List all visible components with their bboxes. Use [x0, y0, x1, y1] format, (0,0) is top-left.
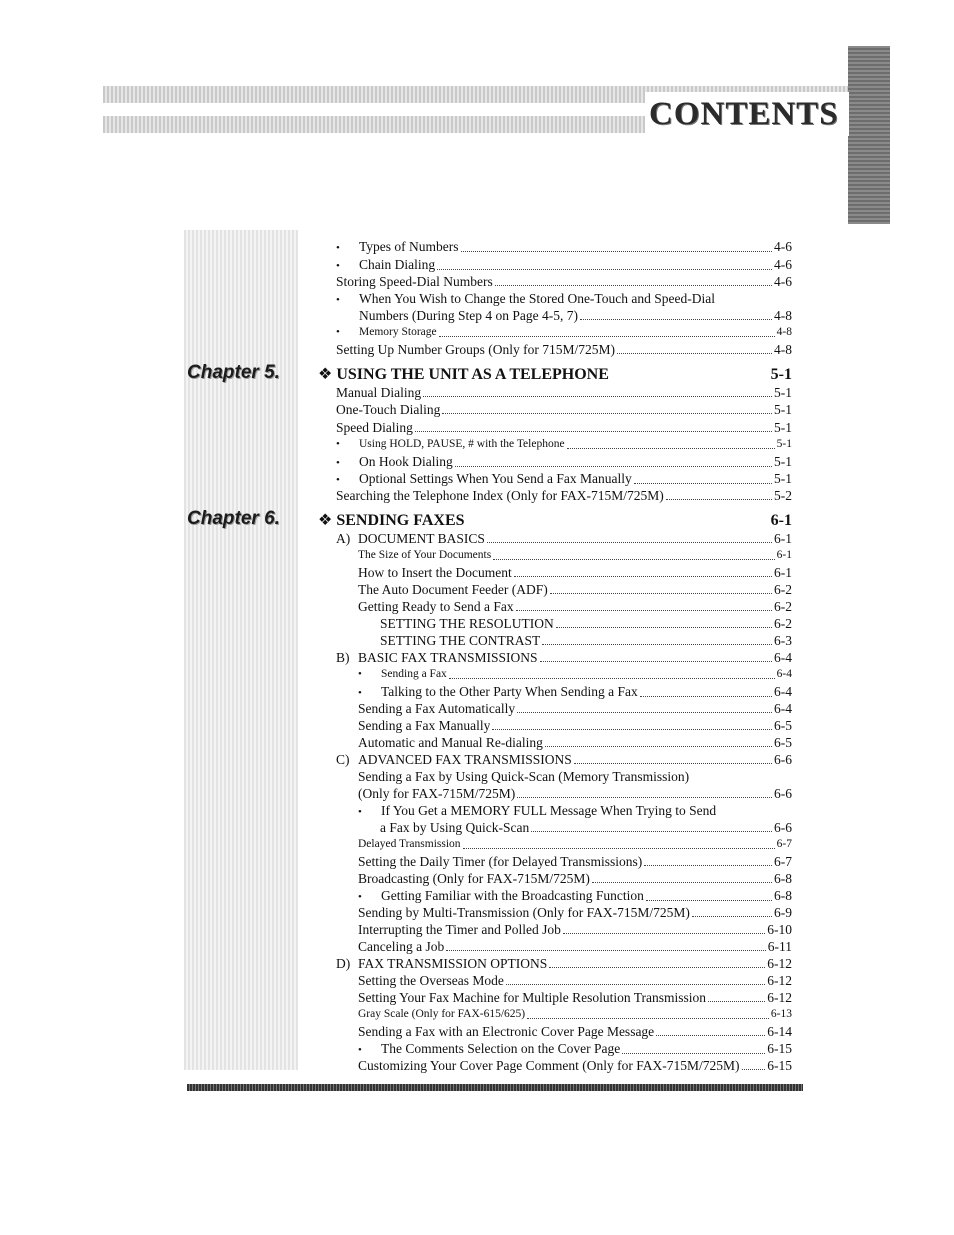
- bullet-icon: [336, 324, 359, 341]
- chapter-sidebar: [184, 230, 298, 1070]
- toc-entry[interactable]: Storing Speed-Dial Numbers 4-6: [336, 274, 792, 289]
- toc-entry[interactable]: • Memory Storage 4-8: [336, 324, 792, 341]
- toc-entry-continued[interactable]: Numbers (During Step 4 on Page 4-5, 7) 4-8: [359, 308, 792, 323]
- toc-entry[interactable]: Sending a Fax with an Electronic Cover Page Message 6-14: [358, 1024, 792, 1039]
- toc-entry[interactable]: Sending by Multi-Transmission (Only for FAX-715M/725M) 6-9: [358, 905, 792, 920]
- toc-entry-continued[interactable]: a Fax by Using Quick-Scan 6-6: [380, 820, 792, 835]
- toc-entry[interactable]: • The Comments Selection on the Cover Page 6-15: [336, 1040, 792, 1059]
- toc-entry[interactable]: Gray Scale (Only for FAX-615/625) 6-13: [358, 1008, 792, 1020]
- toc-entry[interactable]: Setting the Overseas Mode 6-12: [358, 973, 792, 988]
- chapter-5-label: Chapter 5.: [187, 362, 280, 383]
- bullet-icon: [358, 666, 381, 683]
- toc-entry[interactable]: The Auto Document Feeder (ADF) 6-2: [358, 582, 792, 597]
- toc-entry[interactable]: Sending a Fax Manually 6-5: [358, 718, 792, 733]
- toc-entry[interactable]: Setting the Daily Timer (for Delayed Transmissions) 6-7: [358, 854, 792, 869]
- toc-entry[interactable]: • Talking to the Other Party When Sending a Fax 6-4: [336, 683, 792, 702]
- chapter-5-heading[interactable]: ❖ USING THE UNIT AS A TELEPHONE 5-1: [318, 366, 792, 383]
- page-title: CONTENTS: [645, 92, 849, 136]
- toc-entry[interactable]: Automatic and Manual Re-dialing 6-5: [358, 735, 792, 750]
- chapter-6-label: Chapter 6.: [187, 508, 280, 529]
- toc-entry[interactable]: Interrupting the Timer and Polled Job 6-10: [358, 922, 792, 937]
- toc-entry[interactable]: Customizing Your Cover Page Comment (Only for FAX-715M/725M) 6-15: [358, 1058, 792, 1073]
- toc-section-entry[interactable]: D) FAX TRANSMISSION OPTIONS 6-12: [336, 956, 792, 971]
- toc-entry[interactable]: • Using HOLD, PAUSE, # with the Telephone 5-1: [336, 436, 792, 453]
- toc-entry[interactable]: Sending a Fax Automatically 6-4: [358, 701, 792, 716]
- bottom-divider: [187, 1084, 803, 1091]
- diamond-star-icon: ❖: [318, 366, 333, 383]
- toc-entry[interactable]: Speed Dialing 5-1: [336, 420, 792, 435]
- toc-entry[interactable]: SETTING THE CONTRAST 6-3: [380, 633, 792, 648]
- toc-entry[interactable]: • Types of Numbers 4-6: [336, 238, 792, 257]
- toc-entry[interactable]: Getting Ready to Send a Fax 6-2: [358, 599, 792, 614]
- toc-entry[interactable]: • If You Get a MEMORY FULL Message When Trying to Send: [336, 802, 792, 821]
- toc-entry[interactable]: The Size of Your Documents 6-1: [358, 549, 792, 561]
- toc-entry[interactable]: Broadcasting (Only for FAX-715M/725M) 6-8: [358, 871, 792, 886]
- toc-entry[interactable]: Sending a Fax by Using Quick-Scan (Memory Transmission): [358, 769, 690, 784]
- toc-entry[interactable]: Manual Dialing 5-1: [336, 385, 792, 400]
- toc-entry[interactable]: • On Hook Dialing 5-1: [336, 453, 792, 472]
- page-edge-tab: [848, 46, 890, 224]
- toc-entry[interactable]: • Sending a Fax 6-4: [336, 666, 792, 683]
- toc-entry[interactable]: • Optional Settings When You Send a Fax Manually 5-1: [336, 470, 792, 489]
- toc-section-entry[interactable]: A) DOCUMENT BASICS 6-1: [336, 531, 792, 546]
- diamond-star-icon: ❖: [318, 512, 333, 529]
- bullet-icon: [336, 436, 359, 453]
- toc-entry-continued[interactable]: (Only for FAX-715M/725M) 6-6: [358, 786, 792, 801]
- chapter-6-heading[interactable]: ❖ SENDING FAXES 6-1: [318, 512, 792, 529]
- toc-entry[interactable]: SETTING THE RESOLUTION 6-2: [380, 616, 792, 631]
- toc-entry[interactable]: Setting Your Fax Machine for Multiple Resolution Transmission 6-12: [358, 990, 792, 1005]
- toc-entry[interactable]: • When You Wish to Change the Stored One-Touch and Speed-Dial: [336, 290, 792, 309]
- toc-entry[interactable]: • Chain Dialing 4-6: [336, 256, 792, 275]
- toc-entry[interactable]: • Getting Familiar with the Broadcasting Function 6-8: [336, 887, 792, 906]
- toc-entry[interactable]: Delayed Transmission 6-7: [358, 838, 792, 850]
- bullet-icon: [336, 238, 359, 257]
- toc-entry[interactable]: One-Touch Dialing 5-1: [336, 402, 792, 417]
- toc-section-entry[interactable]: B) BASIC FAX TRANSMISSIONS 6-4: [336, 650, 792, 665]
- toc-section-entry[interactable]: C) ADVANCED FAX TRANSMISSIONS 6-6: [336, 752, 792, 767]
- toc-entry[interactable]: How to Insert the Document 6-1: [358, 565, 792, 580]
- toc-entry[interactable]: Searching the Telephone Index (Only for FAX-715M/725M) 5-2: [336, 488, 792, 503]
- toc-entry[interactable]: Canceling a Job 6-11: [358, 939, 792, 954]
- toc-entry[interactable]: Setting Up Number Groups (Only for 715M/725M) 4-8: [336, 342, 792, 357]
